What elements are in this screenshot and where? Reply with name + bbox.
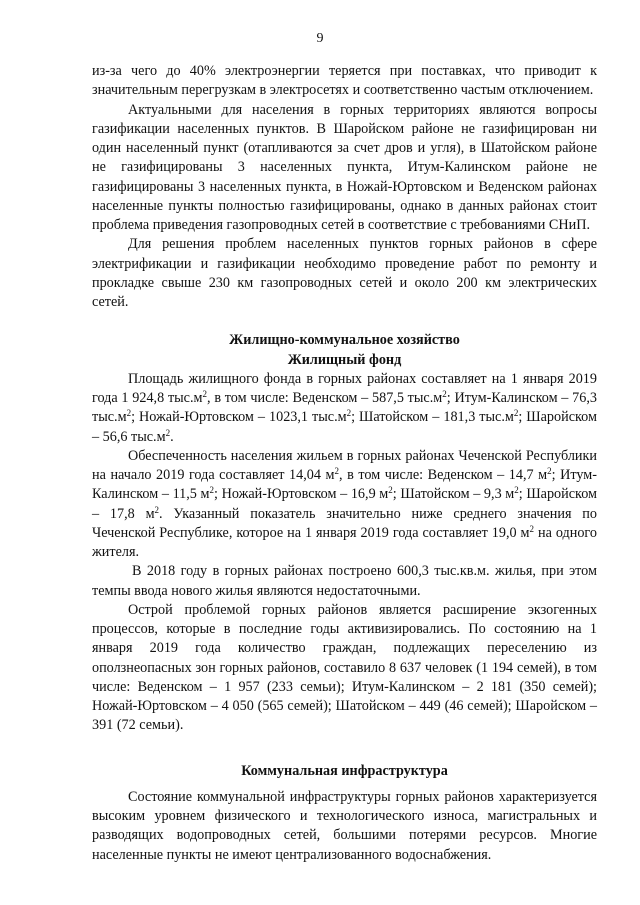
section-subheading-housing-stock: Жилищный фонд — [287, 351, 402, 368]
superscript-2: 2 — [334, 466, 340, 476]
document-body — [92, 62, 597, 865]
section-heading-housing-utilities: Жилищно-коммунальное хозяйство — [229, 332, 460, 349]
superscript-2: 2 — [165, 427, 171, 438]
paragraph-infrastructure-state: Состояние коммунальной инфраструктуры горных районов характеризуется высоким уровнем физического и технологического износа, магистральных и разводящих водопроводных сетей, большими потерями ресурсов. Многие населенные пункты не имеют централизованного водоснабжения. — [92, 788, 597, 863]
paragraph-housing-area: Площадь жилищного фонда в горных районах составляет на 1 января 2019 года 1 924,8 $тыс.м^2$, в том числе: Веденском – 587,5 $тыс.м^2$; Итум-Калинском – 76,3 $тыс.м^2$; Ножай-Юртовском – 1023,1 $тыс.м^2$; Шатойском – 181,3 $тыс.м^2$; Шаройском – 56,6 $тыс.м^2$. — [92, 370, 597, 445]
paragraph-electricity-losses: из-за чего до 40% электроэнергии теряется при поставках, что приводит к значительным перегрузкам в электросетях и соответственно частым отключением. — [92, 63, 597, 99]
paragraph-construction-2018: В 2018 году в горных районах построено 600,3 тыс.кв.м. жилья, при этом темпы ввода нового жилья являются недостаточными. — [92, 563, 597, 599]
superscript-2: 2 — [202, 389, 208, 399]
page-number: 9 — [316, 31, 324, 46]
superscript-2: 2 — [346, 408, 352, 419]
paragraph-gasification: Актуальными для населения в горных территориях являются вопросы газификации населенных пунктов. В Шаройском районе не газифицирован ни один населенный пункт (отапливаются за счет дров и угля), в Шатойском районе не газифицированы 3 населенных пункта, Итум-Калинском районе не газифицированы 3 населенных пункта, в Ножай-Юртовском и Веденском районах населенные пункты полностью газифицированы, однако в данных районах стоит проблема приведения газопроводных сетей в соответствие с требованиями СНиП. — [92, 101, 597, 233]
superscript-2: 2 — [513, 408, 519, 419]
superscript-2: 2 — [514, 485, 519, 496]
superscript-2: 2 — [529, 523, 535, 534]
superscript-2: 2 — [442, 389, 447, 399]
superscript-2: 2 — [388, 485, 393, 496]
superscript-2: 2 — [547, 466, 552, 476]
superscript-2: 2 — [126, 408, 132, 419]
paragraph-landslide-resettlement: Острой проблемой горных районов является расширение экзогенных процессов, которые в последние годы активизировались. По состоянию на 1 января 2019 года количество граждан, подлежащих переселению из оползнеопасных зон горных районов, составило 8 637 человек (1 194 семей), в том числе: Веденском – 1 957 (233 семьи); Итум-Калинском – 2 181 (350 семей); Ножай-Юртовском – 4 050 (565 семей); Шатойском – 449 (46 семей); Шаройском – 391 (72 семьи). — [92, 601, 597, 734]
superscript-2: 2 — [209, 485, 215, 496]
superscript-2: 2 — [154, 504, 160, 515]
paragraph-repair-needs: Для решения проблем населенных пунктов горных районов в сфере электрификации и газификации необходимо проведение работ по ремонту и прокладке свыше 230 км газопроводных сетей и около 200 км электрических сетей. — [92, 236, 597, 310]
paragraph-housing-provision: Обеспеченность населения жильем в горных районах Чеченской Республики на начало 2019 года составляет 14,04 $м^2$, в том числе: Веденском – 14,7 $м^2$; Итум-Калинском – 11,5 $м^2$; Ножай-Юртовском – 16,9 $м^2$; Шатойском – 9,3 $м^2$; Шаройском – 17,8 $м^2$. Указанный показатель значительно ниже среднего значения по Чеченской Республике, которое на 1 января 2019 года составляет 19,0 $м^2$ на одного жителя. — [92, 447, 598, 560]
section-heading-communal-infrastructure: Коммунальная инфраструктура — [241, 762, 448, 779]
